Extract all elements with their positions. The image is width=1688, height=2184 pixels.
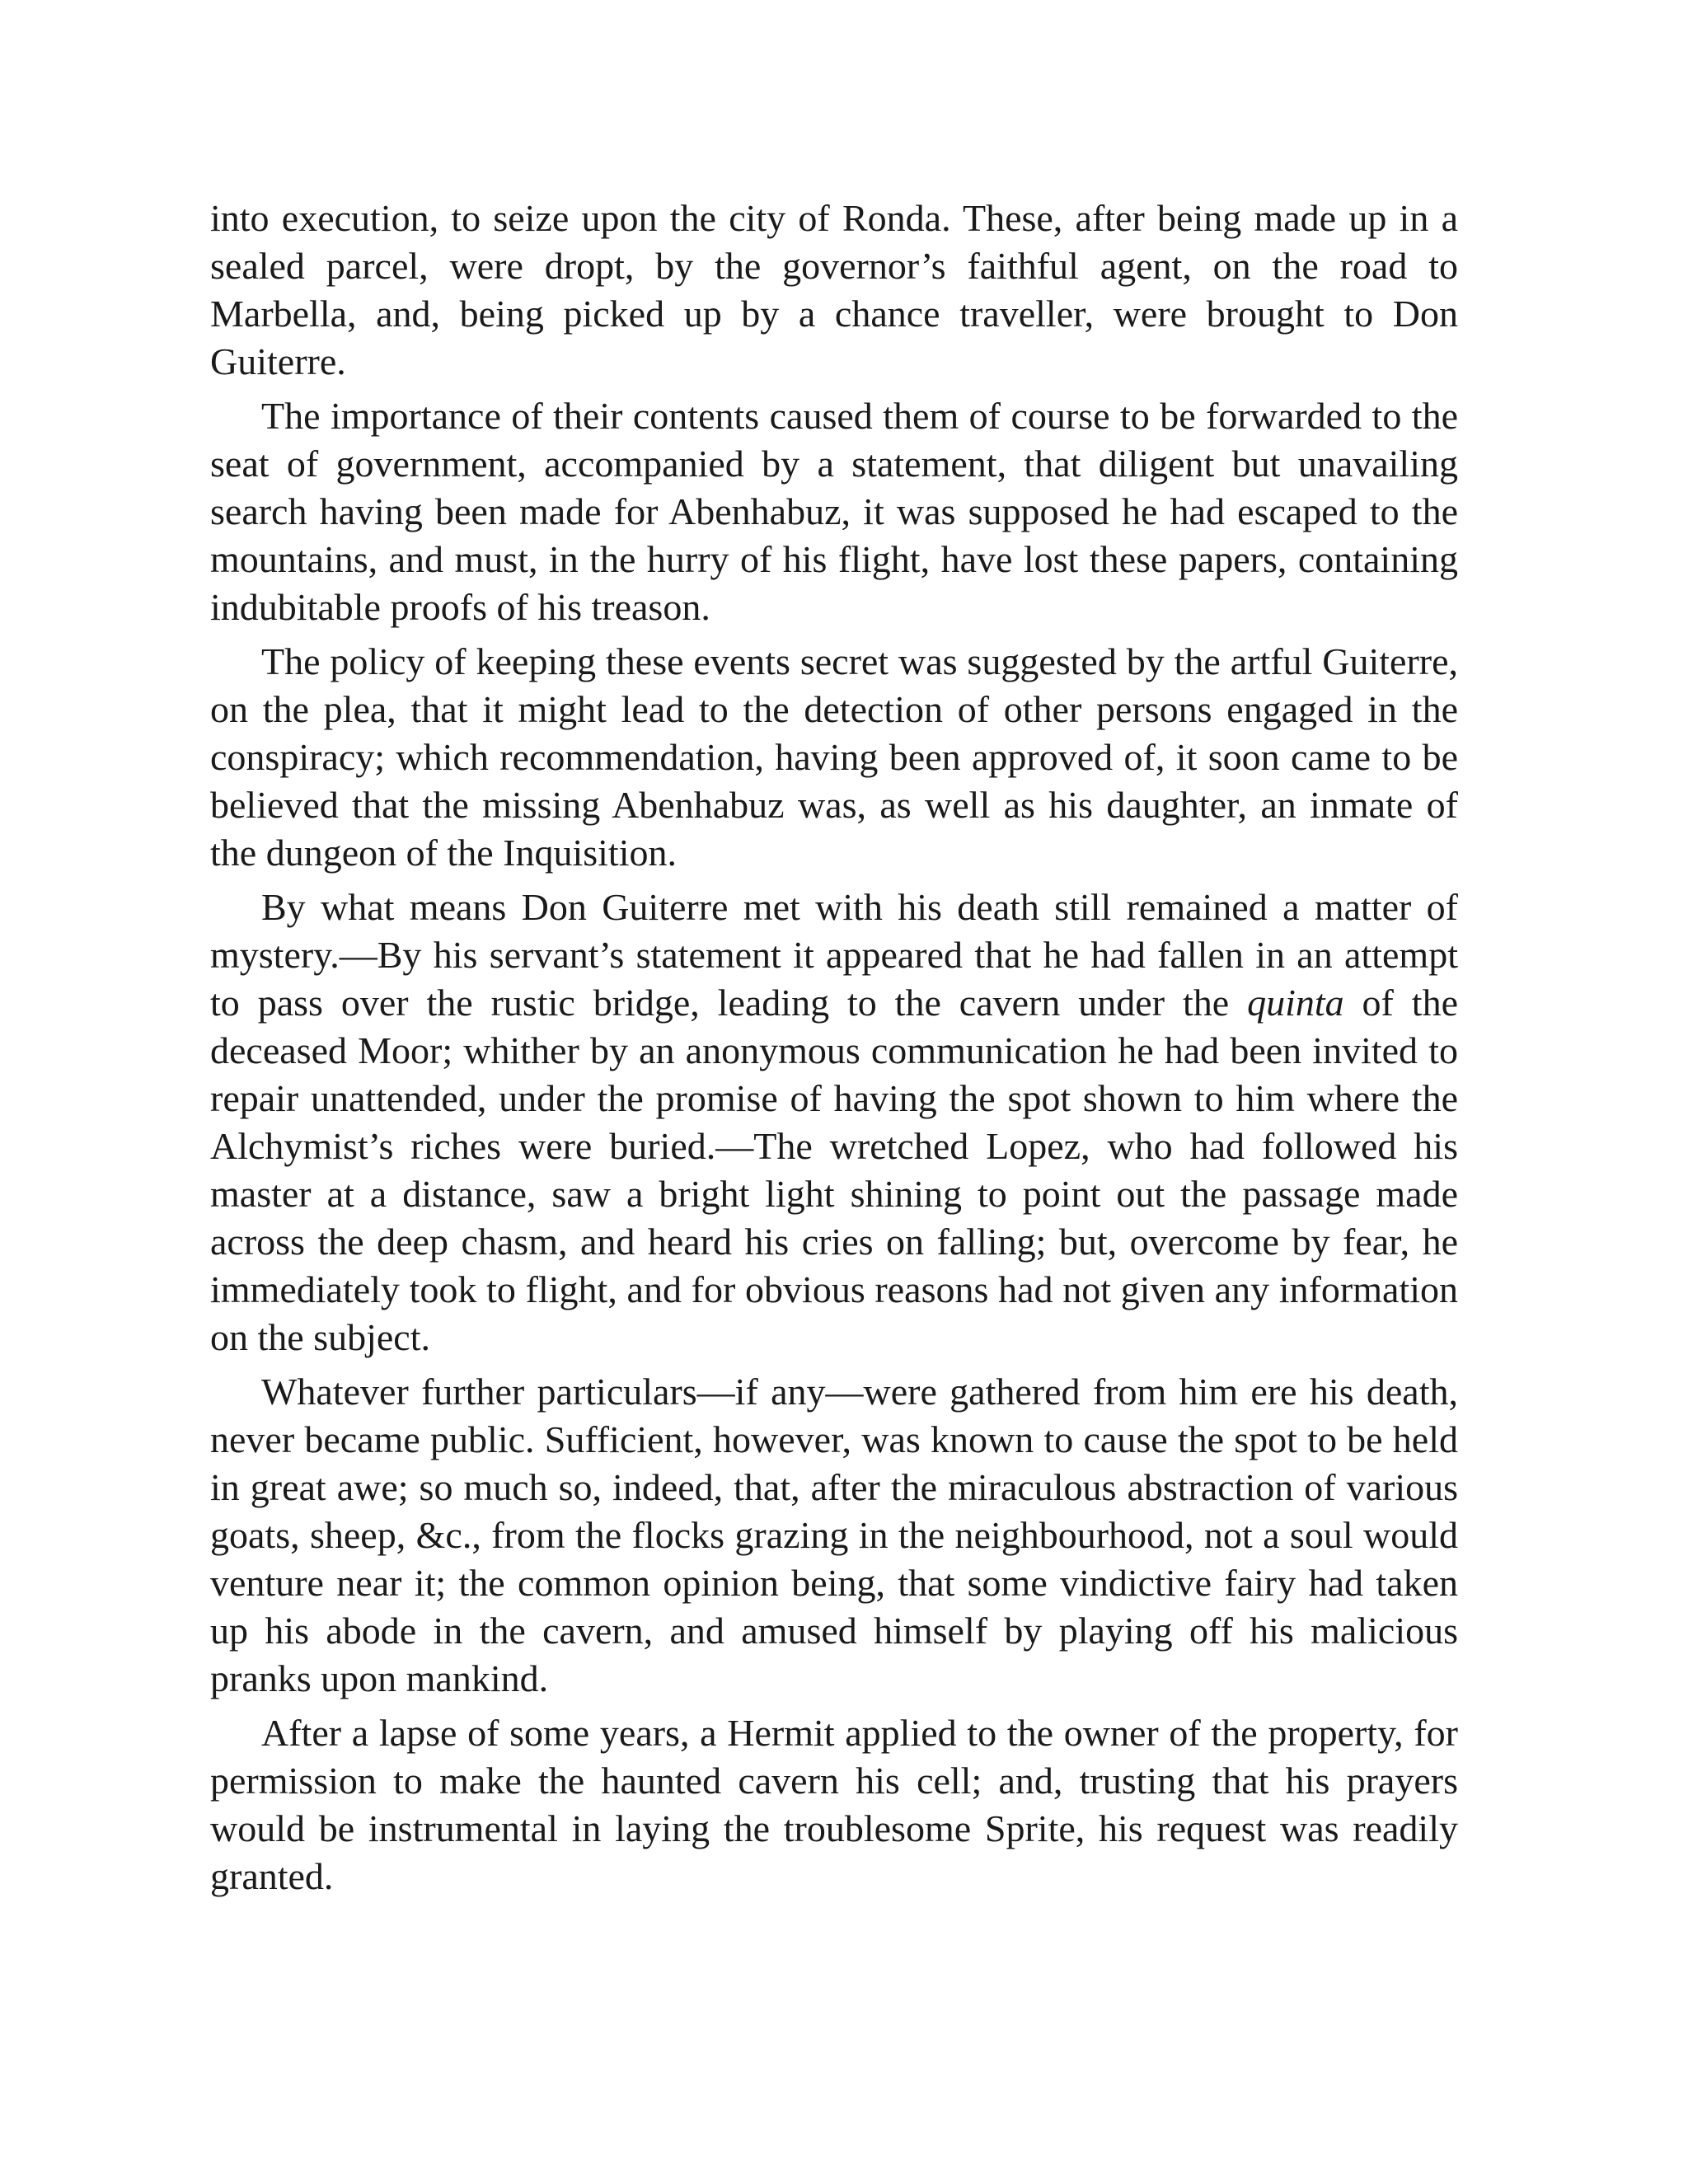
- paragraph-1-text: into execution, to seize upon the city of Ronda. These, after being made up in a sealed parcel, were dropt, by the governor’s faithful agent, on the road to Marbella, and, being picked up by a chance traveller, were brought to Don Guiterre.: [210, 197, 1458, 382]
- paragraph-2: [210, 392, 1458, 631]
- paragraph-3: [210, 638, 1458, 877]
- italic-term-quinta: quinta: [1247, 982, 1344, 1024]
- paragraph-4-text-b: of the deceased Moor; whither by an anonymous communication he had been invited to repair unattended, under the promise of having the spot shown to him where the Alchymist’s riches were buried.—The wretched Lopez, who had followed his master at a distance, saw a bright light shining to point out the passage made across the deep chasm, and heard his cries on falling; but, overcome by fear, he immediately took to flight, and for obvious reasons had not given any information on the subject.: [210, 982, 1458, 1358]
- paragraph-6-text: After a lapse of some years, a Hermit applied to the owner of the property, for permission to make the haunted cavern his cell; and, trusting that his prayers would be instrumental in laying the troublesome Sprite, his request was readily granted.: [210, 1712, 1458, 1897]
- paragraph-2-text: The importance of their contents caused them of course to be forwarded to the seat of government, accompanied by a statement, that diligent but unavailing search having been made for Abenhabuz, it was supposed he had escaped to the mountains, and must, in the hurry of his flight, have lost these papers, containing indubitable proofs of his treason.: [210, 395, 1458, 628]
- paragraph-4-text-a: By what means Don Guiterre met with his death still remained a matter of mystery.—By his servant’s statement it appeared that he had fallen in an attempt to pass over the rustic bridge, leading to the cavern under the: [210, 886, 1458, 1024]
- paragraph-6: [210, 1709, 1458, 1900]
- paragraph-1: [210, 194, 1458, 386]
- body-text: [210, 194, 1458, 1907]
- paragraph-3-text: The policy of keeping these events secret was suggested by the artful Guiterre, on the plea, that it might lead to the detection of other persons engaged in the conspiracy; which recommendation, having been approved of, it soon came to be believed that the missing Abenhabuz was, as well as his daughter, an inmate of the dungeon of the Inquisition.: [210, 640, 1458, 874]
- paragraph-4: [210, 883, 1458, 1361]
- paragraph-5: [210, 1368, 1458, 1703]
- paragraph-5-text: Whatever further particulars—if any—were gathered from him ere his death, never became public. Sufficient, however, was known to cause the spot to be held in great awe; so much so, indeed, that, after the miraculous abstraction of various goats, sheep, &c., from the flocks grazing in the neighbourhood, not a soul would venture near it; the common opinion being, that some vindictive fairy had taken up his abode in the cavern, and amused himself by playing off his malicious pranks upon mankind.: [210, 1371, 1458, 1699]
